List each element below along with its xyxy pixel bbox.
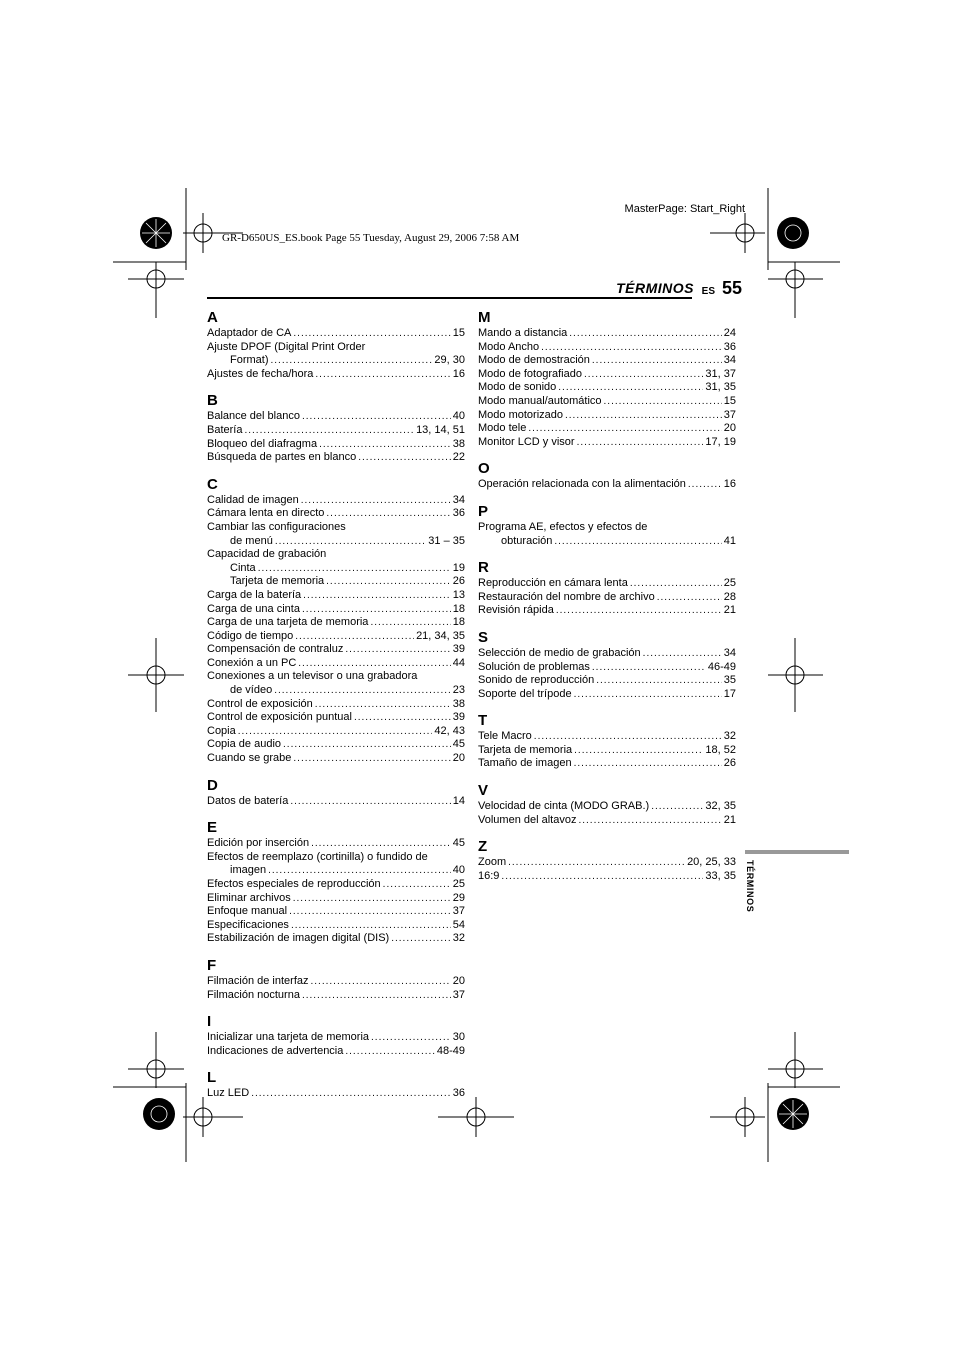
index-entry-pages: 17 <box>723 687 736 700</box>
index-entry-pages: 34 <box>723 646 736 659</box>
index-entry-label: Calidad de imagen <box>207 493 299 506</box>
index-entry-pages: 18 <box>452 616 465 629</box>
index-entry-label: Reproducción en cámara lenta <box>478 577 628 590</box>
dot-leader <box>584 368 703 382</box>
index-entry-pages: 25 <box>452 878 465 890</box>
dot-leader <box>565 409 722 423</box>
index-entry <box>207 535 465 549</box>
index-letter-heading: F <box>207 956 217 974</box>
index-entry-label: Copia de audio <box>207 738 282 751</box>
index-entry-label: Selección de medio de grabación <box>478 646 641 659</box>
index-entry <box>207 589 465 603</box>
index-entry-pages: 31, 37 <box>705 367 736 380</box>
index-entry-label: Tarjeta de memoria <box>478 743 573 756</box>
index-entry-label: Filmación de interfaz <box>207 974 309 987</box>
dot-leader <box>268 864 451 878</box>
master-page-label: MasterPage: Start_Right <box>624 203 745 215</box>
index-entry-label: imagen <box>230 864 267 877</box>
dot-leader <box>657 591 722 605</box>
index-entry <box>207 327 465 341</box>
index-entry <box>207 725 465 739</box>
index-entry-pages: 32 <box>452 932 465 945</box>
registration-target-icon <box>777 217 809 249</box>
index-entry <box>478 814 736 828</box>
index-entry-pages: 33, 35 <box>705 869 736 882</box>
dot-leader <box>345 643 450 657</box>
index-entry-pages: 15 <box>723 394 736 407</box>
dot-leader <box>258 562 451 576</box>
index-entry <box>207 851 465 865</box>
index-entry <box>478 856 736 870</box>
dot-leader <box>290 795 450 809</box>
index-entry <box>207 548 465 562</box>
index-entry <box>207 562 465 576</box>
index-entry <box>207 795 465 809</box>
index-entry-pages: 22 <box>452 451 465 464</box>
index-entry-pages: 26 <box>723 757 736 770</box>
book-info-slug: GR-D650US_ES.book Page 55 Tuesday, August 29, 2006 7:58 AM <box>222 232 520 244</box>
dot-leader <box>577 436 704 450</box>
index-entry-pages: 13, 14, 51 <box>416 423 465 436</box>
dot-leader <box>271 354 433 368</box>
dot-leader <box>367 341 463 355</box>
index-column-right <box>478 306 736 891</box>
index-entry <box>207 905 465 919</box>
index-entry <box>207 603 465 617</box>
index-entry-label: Conexión a un PC <box>207 656 297 669</box>
dot-leader <box>569 327 721 341</box>
index-entry-label: Bloqueo del diafragma <box>207 437 318 450</box>
index-entry-label: Cámara lenta en directo <box>207 507 325 520</box>
index-entry-label: Modo tele <box>478 422 527 435</box>
index-letter-heading: P <box>478 502 489 520</box>
index-entry-label: Código de tiempo <box>207 629 294 642</box>
index-entry-label: Cinta <box>230 561 256 574</box>
index-entry-pages: 19 <box>452 561 465 574</box>
index-entry <box>478 409 736 423</box>
index-entry-pages: 31, 35 <box>705 381 736 394</box>
dot-leader <box>238 725 433 739</box>
index-entry <box>207 354 465 368</box>
index-entry-pages: 18 <box>452 602 465 615</box>
index-entry <box>207 932 465 946</box>
index-letter-heading: O <box>478 460 490 478</box>
index-entry-label: Modo manual/automático <box>478 394 602 407</box>
dot-leader <box>430 851 463 865</box>
index-entry-pages: 25 <box>723 577 736 590</box>
index-entry-label: Batería <box>207 423 243 436</box>
index-entry <box>478 422 736 436</box>
index-entry <box>207 438 465 452</box>
index-entry <box>207 494 465 508</box>
side-tab-label: TÉRMINOS <box>745 860 755 913</box>
index-entry-label: Adaptador de CA <box>207 327 292 339</box>
index-entry-label: Tamaño de imagen <box>478 757 572 770</box>
dot-leader <box>383 878 451 892</box>
index-entry-label: Eliminar archivos <box>207 891 291 904</box>
index-entry-pages: 20, 25, 33 <box>687 856 736 869</box>
index-entry-label: Programa AE, efectos y efectos de <box>478 520 648 533</box>
index-entry-label: Control de exposición puntual <box>207 711 352 724</box>
index-entry <box>207 670 465 684</box>
index-entry-label: Revisión rápida <box>478 604 554 617</box>
language-code: ES <box>701 286 715 297</box>
index-entry-label: Edición por inserción <box>207 837 310 850</box>
index-entry-label: Control de exposición <box>207 697 313 710</box>
dot-leader <box>283 738 451 752</box>
dot-leader <box>302 989 451 1003</box>
index-entry-pages: 37 <box>452 988 465 1001</box>
index-letter-heading: E <box>207 819 218 837</box>
dot-leader <box>554 535 721 549</box>
index-entry-label: Carga de la batería <box>207 588 302 601</box>
dot-leader <box>501 870 703 884</box>
index-entry-label: Restauración del nombre de archivo <box>478 590 655 603</box>
index-entry <box>207 630 465 644</box>
index-letter-heading: B <box>207 392 218 410</box>
dot-leader <box>556 604 722 618</box>
index-entry <box>478 647 736 661</box>
index-entry <box>207 1031 465 1045</box>
index-letter-heading: Z <box>478 838 488 856</box>
dot-leader <box>315 698 451 712</box>
header-rule <box>207 297 692 299</box>
index-entry <box>478 436 736 450</box>
index-entry-pages: 54 <box>452 918 465 931</box>
dot-leader <box>326 575 451 589</box>
dot-leader <box>291 919 451 933</box>
index-entry-pages: 45 <box>452 837 465 850</box>
dot-leader <box>345 1045 434 1059</box>
index-entry <box>207 1087 465 1101</box>
index-entry-label: Modo motorizado <box>478 408 563 421</box>
dot-leader <box>391 932 451 946</box>
index-entry-pages: 39 <box>452 643 465 656</box>
dot-leader <box>371 1031 451 1045</box>
dot-leader <box>574 744 703 758</box>
index-entry <box>207 698 465 712</box>
index-entry-pages: 28 <box>723 590 736 603</box>
index-entry-label: Solución de problemas <box>478 660 590 673</box>
index-entry-label: Modo Ancho <box>478 340 540 353</box>
index-entry <box>207 616 465 630</box>
index-entry-label: Velocidad de cinta (MODO GRAB.) <box>478 800 650 813</box>
index-entry-pages: 35 <box>723 674 736 687</box>
index-entry <box>478 535 736 549</box>
index-entry <box>207 975 465 989</box>
index-letter-heading: R <box>478 559 489 577</box>
index-entry <box>207 711 465 725</box>
index-entry-pages: 14 <box>452 794 465 807</box>
index-entry-label: Tarjeta de memoria <box>230 575 325 588</box>
index-entry-pages: 21 <box>723 604 736 617</box>
dot-leader <box>574 757 722 771</box>
index-entry-pages: 15 <box>452 327 465 339</box>
index-entry-label: 16:9 <box>478 869 500 882</box>
index-entry <box>478 521 736 535</box>
index-entry <box>478 870 736 884</box>
index-entry <box>207 1045 465 1059</box>
index-entry-pages: 16 <box>723 478 736 491</box>
index-entry-label: Carga de una tarjeta de memoria <box>207 616 369 629</box>
index-entry <box>207 451 465 465</box>
index-entry-label: Modo de demostración <box>478 354 590 367</box>
index-entry-pages: 29, 30 <box>434 354 465 367</box>
index-entry-label: Datos de batería <box>207 794 289 807</box>
index-entry-label: Zoom <box>478 856 507 869</box>
dot-leader <box>298 657 450 671</box>
index-entry-pages: 34 <box>452 493 465 506</box>
index-entry-pages: 26 <box>452 575 465 588</box>
index-entry-label: Indicaciones de advertencia <box>207 1044 344 1057</box>
index-entry-label: Ajuste DPOF (Digital Print Order <box>207 340 366 353</box>
dot-leader <box>558 381 703 395</box>
index-entry-label: Modo de sonido <box>478 381 557 394</box>
index-entry <box>207 752 465 766</box>
index-entry-label: Ajustes de fecha/hora <box>207 367 314 380</box>
index-entry <box>478 591 736 605</box>
index-entry-label: Cambiar las configuraciones <box>207 520 346 533</box>
dot-leader <box>370 616 450 630</box>
index-entry <box>478 327 736 341</box>
dot-leader <box>574 688 722 702</box>
index-entry-pages: 46-49 <box>707 660 736 673</box>
index-entry-pages: 37 <box>452 905 465 918</box>
dot-leader <box>630 577 722 591</box>
index-entry <box>207 575 465 589</box>
index-entry <box>478 478 736 492</box>
dot-leader <box>419 670 463 684</box>
index-entry-label: Monitor LCD y visor <box>478 435 575 448</box>
index-entry-pages: 20 <box>723 422 736 435</box>
dot-leader <box>649 521 734 535</box>
dot-leader <box>251 1087 451 1101</box>
dot-leader <box>348 521 463 535</box>
dot-leader <box>541 341 722 355</box>
index-entry-pages: 42, 43 <box>434 724 465 737</box>
index-letter-heading: C <box>207 475 218 493</box>
index-entry-pages: 16 <box>452 367 465 380</box>
dot-leader <box>302 603 451 617</box>
index-entry-label: Modo de fotografiado <box>478 367 582 380</box>
dot-leader <box>315 368 450 382</box>
index-entry-label: Capacidad de grabación <box>207 548 327 561</box>
index-entry <box>207 684 465 698</box>
index-entry-label: de vídeo <box>230 684 273 697</box>
dot-leader <box>275 535 426 549</box>
index-entry-label: Estabilización de imagen digital (DIS) <box>207 932 390 945</box>
index-entry-pages: 44 <box>452 656 465 669</box>
index-entry-label: Carga de una cinta <box>207 602 300 615</box>
dot-leader <box>311 975 451 989</box>
index-entry <box>478 688 736 702</box>
dot-leader <box>303 589 451 603</box>
index-entry <box>207 989 465 1003</box>
index-entry <box>207 643 465 657</box>
index-entry-label: de menú <box>230 534 273 547</box>
index-entry-label: Cuando se grabe <box>207 752 292 765</box>
dot-leader <box>293 327 450 341</box>
index-column-left <box>207 306 465 1109</box>
dot-leader <box>592 354 722 368</box>
dot-leader <box>596 674 722 688</box>
index-entry <box>478 381 736 395</box>
index-entry-pages: 41 <box>723 534 736 547</box>
index-entry <box>478 800 736 814</box>
index-entry-label: Compensación de contraluz <box>207 643 344 656</box>
index-entry <box>478 395 736 409</box>
dot-leader <box>326 507 450 521</box>
dot-leader <box>293 892 451 906</box>
dot-leader <box>534 730 722 744</box>
index-entry <box>478 354 736 368</box>
index-entry-pages: 31 – 35 <box>428 534 465 547</box>
index-entry <box>207 507 465 521</box>
index-entry <box>478 757 736 771</box>
index-entry-pages: 29 <box>452 891 465 904</box>
index-entry-pages: 21 <box>723 813 736 826</box>
index-entry-pages: 20 <box>452 752 465 765</box>
index-entry-pages: 32 <box>723 730 736 743</box>
dot-leader <box>508 856 685 870</box>
dot-leader <box>358 451 451 465</box>
index-entry-pages: 32, 35 <box>705 800 736 813</box>
index-entry-pages: 38 <box>452 437 465 450</box>
dot-leader <box>302 410 451 424</box>
index-entry <box>478 730 736 744</box>
index-entry <box>478 577 736 591</box>
index-entry-label: Búsqueda de partes en blanco <box>207 451 357 464</box>
index-letter-heading: M <box>478 309 491 326</box>
index-entry-pages: 37 <box>723 408 736 421</box>
index-entry <box>478 744 736 758</box>
index-entry-pages: 36 <box>452 507 465 520</box>
index-entry <box>207 521 465 535</box>
index-entry-pages: 30 <box>452 1031 465 1044</box>
dot-leader <box>319 438 451 452</box>
dot-leader <box>289 905 451 919</box>
index-entry-label: Enfoque manual <box>207 905 288 918</box>
index-entry-label: Filmación nocturna <box>207 988 300 1001</box>
index-letter-heading: S <box>478 628 489 646</box>
registration-target-icon <box>143 1098 175 1130</box>
dot-leader <box>328 548 463 562</box>
dot-leader <box>643 647 722 661</box>
index-entry-label: Conexiones a un televisor o una grabadora <box>207 670 418 683</box>
index-entry-pages: 38 <box>452 697 465 710</box>
dot-leader <box>274 684 451 698</box>
dot-leader <box>604 395 722 409</box>
index-entry-pages: 13 <box>452 588 465 601</box>
index-entry <box>207 919 465 933</box>
dot-leader <box>592 661 706 675</box>
index-entry <box>207 738 465 752</box>
index-entry-label: Mando a distancia <box>478 327 568 339</box>
index-entry-label: Inicializar una tarjeta de memoria <box>207 1031 370 1044</box>
index-entry-pages: 40 <box>452 864 465 877</box>
index-entry <box>207 892 465 906</box>
index-letter-heading: A <box>207 309 218 326</box>
index-entry-pages: 45 <box>452 738 465 751</box>
dot-leader <box>301 494 451 508</box>
dot-leader <box>354 711 451 725</box>
index-entry-label: Format) <box>230 354 269 367</box>
index-entry-label: Soporte del trípode <box>478 687 572 700</box>
index-entry-label: Copia <box>207 724 236 737</box>
dot-leader <box>578 814 721 828</box>
index-entry <box>478 368 736 382</box>
index-letter-heading: T <box>478 712 488 730</box>
index-entry-pages: 24 <box>723 327 736 339</box>
page-number: 55 <box>721 278 742 298</box>
index-letter-heading: D <box>207 776 218 794</box>
dot-leader <box>311 837 451 851</box>
index-entry <box>478 661 736 675</box>
index-entry-label: Luz LED <box>207 1087 250 1100</box>
index-entry-label: Especificaciones <box>207 918 289 931</box>
index-entry-label: Balance del blanco <box>207 410 300 423</box>
dot-leader <box>651 800 703 814</box>
index-entry <box>207 341 465 355</box>
index-entry-label: Efectos de reemplazo (cortinilla) o fundido de <box>207 850 428 863</box>
index-entry-pages: 34 <box>723 354 736 367</box>
index-entry-label: Volumen del altavoz <box>478 813 577 826</box>
dot-leader <box>688 478 722 492</box>
index-entry-pages: 40 <box>452 410 465 423</box>
index-entry <box>478 674 736 688</box>
side-tab-bar <box>745 850 849 854</box>
index-entry <box>207 657 465 671</box>
index-entry <box>207 368 465 382</box>
page-title: TÉRMINOS <box>616 280 694 296</box>
index-entry-pages: 36 <box>723 340 736 353</box>
index-entry-label: Sonido de reproducción <box>478 674 595 687</box>
index-entry-pages: 17, 19 <box>705 435 736 448</box>
index-entry-label: Efectos especiales de reproducción <box>207 878 381 890</box>
dot-leader <box>293 752 450 766</box>
dot-leader <box>244 424 414 438</box>
index-entry-label: Tele Macro <box>478 730 532 743</box>
index-entry-pages: 36 <box>452 1087 465 1100</box>
index-entry-pages: 20 <box>452 974 465 987</box>
dot-leader <box>295 630 414 644</box>
index-letter-heading: L <box>207 1069 217 1087</box>
index-entry <box>478 341 736 355</box>
index-entry <box>207 424 465 438</box>
index-entry-label: obturación <box>501 534 553 547</box>
index-entry <box>207 878 465 892</box>
index-entry <box>207 410 465 424</box>
index-entry-pages: 18, 52 <box>705 743 736 756</box>
index-entry-label: Operación relacionada con la alimentación <box>478 478 686 491</box>
index-entry-pages: 48-49 <box>436 1044 465 1057</box>
index-entry-pages: 21, 34, 35 <box>416 629 465 642</box>
index-entry-pages: 39 <box>452 711 465 724</box>
index-entry <box>478 604 736 618</box>
index-entry <box>207 837 465 851</box>
index-entry-pages: 23 <box>452 684 465 697</box>
index-letter-heading: I <box>207 1013 212 1031</box>
dot-leader <box>528 422 721 436</box>
index-letter-heading: V <box>478 782 489 800</box>
index-entry <box>207 864 465 878</box>
